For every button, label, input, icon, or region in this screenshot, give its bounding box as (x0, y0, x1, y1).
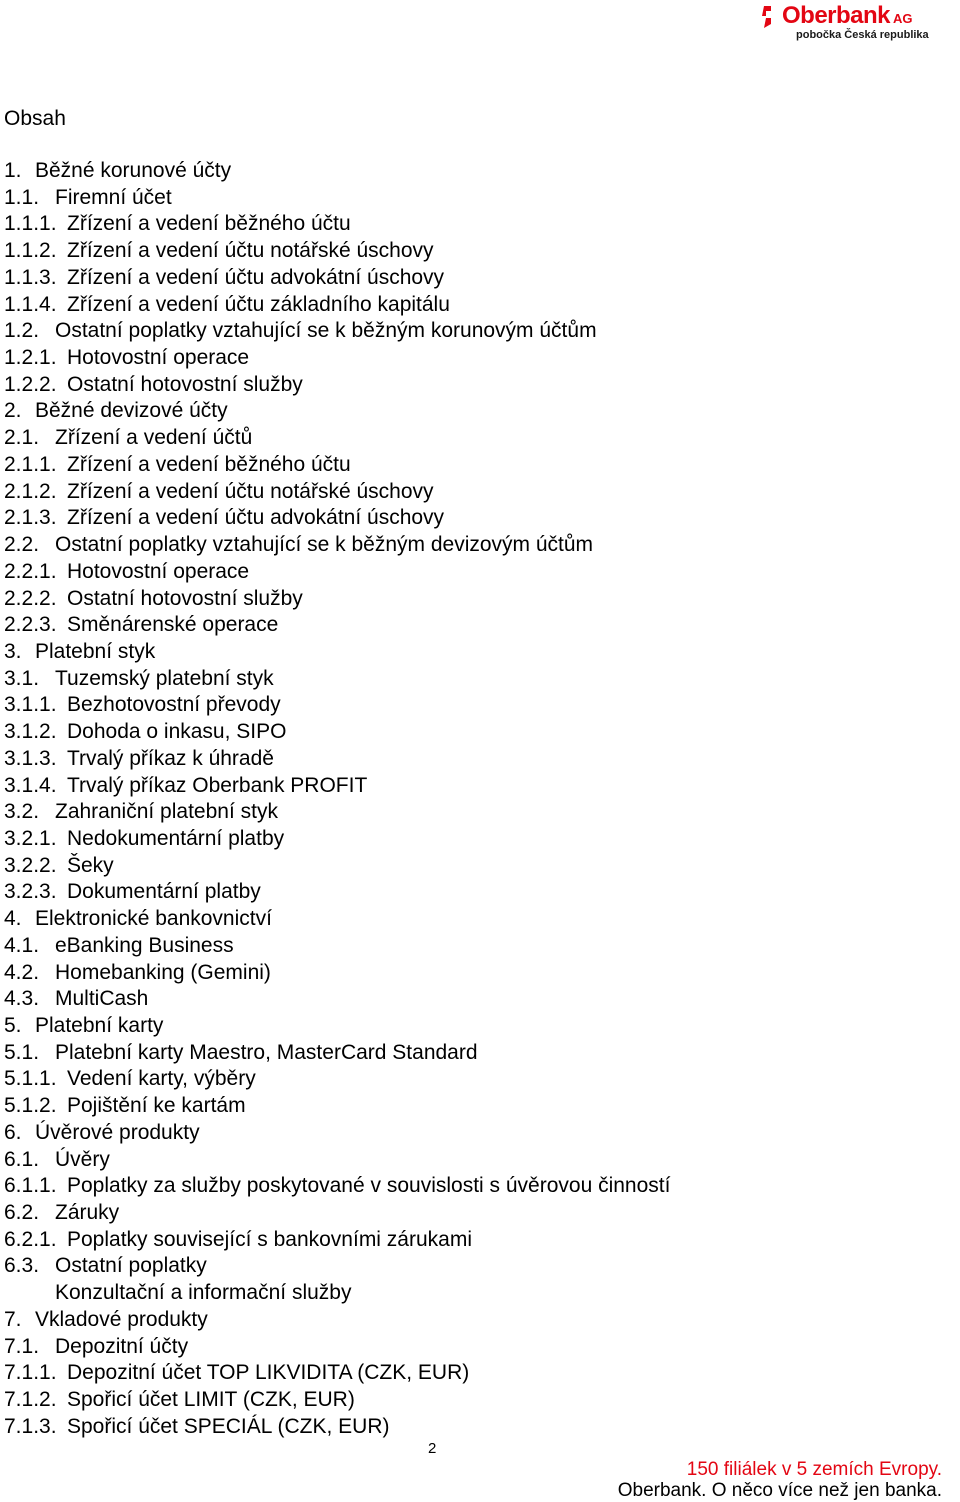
toc-entry (4, 1307, 670, 1334)
toc-entry (4, 986, 670, 1013)
toc-entry-number: 5.1.1. (4, 1067, 57, 1091)
brand-name-text: Oberbank (782, 2, 891, 29)
brand-name (782, 3, 913, 32)
footer-slogan-bank: Oberbank. O něco více než jen banka. (617, 1480, 942, 1501)
toc-entry-title: Ostatní poplatky vztahující se k běžným devizovým účtům (55, 533, 594, 557)
toc-entry-title: Zahraniční platební styk (55, 800, 278, 824)
toc-entry (4, 185, 670, 212)
toc-entry-number: 3. (4, 639, 22, 663)
toc-entry-title: Trvalý příkaz Oberbank PROFIT (67, 773, 368, 797)
table-of-contents (4, 158, 670, 1441)
toc-entry (4, 479, 670, 506)
toc-entry-title: Poplatky související s bankovními zárukami (67, 1227, 472, 1251)
toc-entry (4, 746, 670, 773)
toc-entry-title: Spořicí účet SPECIÁL (CZK, EUR) (67, 1414, 390, 1438)
toc-entry-number: 2.2.3. (4, 613, 57, 637)
toc-entry-number: 1.1.3. (4, 265, 57, 289)
toc-entry (4, 1147, 670, 1174)
toc-entry (4, 1360, 670, 1387)
toc-entry-number: 3.1. (4, 666, 40, 690)
toc-entry-title: Záruky (55, 1201, 120, 1225)
toc-entry-title: Vedení karty, výběry (67, 1067, 256, 1091)
toc-entry-number: 2.2. (4, 533, 40, 557)
toc-entry-number: 3.2.3. (4, 880, 57, 904)
toc-entry-number: 2.1. (4, 426, 40, 450)
toc-entry-number: 7.1.2. (4, 1388, 57, 1412)
toc-entry (4, 559, 670, 586)
toc-entry-title: Dohoda o inkasu, SIPO (67, 720, 287, 744)
toc-entry (4, 238, 670, 265)
toc-entry (4, 639, 670, 666)
toc-entry-title: Konzultační a informační služby (55, 1281, 352, 1305)
toc-entry-title: Zřízení a vedení účtu advokátní úschovy (67, 506, 445, 530)
toc-entry-title: Platební karty (35, 1014, 164, 1037)
toc-entry-number: 6.3. (4, 1254, 40, 1278)
toc-entry-title: Zřízení a vedení účtu notářské úschovy (67, 239, 434, 263)
toc-entry (4, 1173, 670, 1200)
toc-entry-number: 6. (4, 1120, 22, 1144)
toc-entry-title: Ostatní poplatky vztahující se k běžným korunovým účtům (55, 319, 597, 343)
toc-entry-title: Hotovostní operace (67, 559, 250, 583)
toc-entry-number: 7.1. (4, 1334, 40, 1358)
toc-entry-title: Poplatky za služby poskytované v souvislosti s úvěrovou činností (67, 1174, 671, 1198)
toc-entry-number: 4. (4, 907, 22, 931)
toc-entry-number: 1.1.2. (4, 239, 57, 263)
page-title: Obsah (4, 107, 66, 130)
toc-entry-title: Zřízení a vedení běžného účtu (67, 212, 351, 236)
toc-entry-number: 3.1.2. (4, 720, 57, 744)
toc-entry-title: Směnárenské operace (67, 613, 279, 637)
toc-entry (4, 318, 670, 345)
toc-entry (4, 1227, 670, 1254)
toc-entry-number: 6.1.1. (4, 1174, 57, 1198)
toc-entry (4, 425, 670, 452)
toc-entry (4, 398, 670, 425)
toc-entry (4, 1066, 670, 1093)
toc-entry-number: 3.2.2. (4, 853, 57, 877)
toc-entry (4, 666, 670, 693)
toc-entry (4, 933, 670, 960)
toc-entry-title: Depozitní účet TOP LIKVIDITA (CZK, EUR) (67, 1361, 470, 1385)
toc-entry (4, 1040, 670, 1067)
toc-entry-title: Úvěry (55, 1147, 110, 1171)
toc-entry (4, 532, 670, 559)
toc-entry-title: Úvěrové produkty (35, 1120, 200, 1144)
toc-entry (4, 211, 670, 238)
oberbank-logo-icon (760, 4, 782, 30)
toc-entry-number: 2. (4, 399, 22, 423)
toc-entry-number: 7.1.3. (4, 1414, 57, 1438)
toc-entry-number: 4.2. (4, 960, 40, 984)
toc-entry (4, 906, 670, 933)
toc-entry (4, 1280, 670, 1307)
toc-entry (4, 158, 670, 185)
toc-entry-number: 7. (4, 1307, 22, 1331)
toc-entry-number: 1.1.4. (4, 292, 57, 316)
toc-entry (4, 586, 670, 613)
toc-entry-number: 3.2.1. (4, 826, 57, 850)
toc-entry-number: 1.2.2. (4, 372, 57, 396)
toc-entry-number: 3.2. (4, 800, 40, 824)
toc-entry-number: 3.1.1. (4, 693, 57, 717)
toc-entry (4, 1387, 670, 1414)
toc-entry-title: Spořicí účet LIMIT (CZK, EUR) (67, 1388, 355, 1412)
toc-entry-number: 7.1.1. (4, 1361, 57, 1385)
toc-entry-title: Šeky (67, 853, 114, 877)
toc-entry (4, 1334, 670, 1361)
toc-entry-number: 4.3. (4, 987, 40, 1011)
toc-entry-title: Běžné korunové účty (35, 159, 232, 182)
toc-entry (4, 1253, 670, 1280)
toc-entry-number: 3.1.3. (4, 746, 57, 770)
oberbank-logo (760, 4, 960, 44)
toc-entry-title: Hotovostní operace (67, 346, 250, 370)
page-number: 2 (428, 1440, 437, 1457)
toc-entry-title: Zřízení a vedení běžného účtu (67, 452, 351, 476)
toc-entry (4, 1414, 670, 1441)
toc-entry (4, 853, 670, 880)
toc-entry-title: Platební styk (35, 639, 156, 663)
toc-entry-title: Dokumentární platby (67, 880, 261, 904)
toc-entry (4, 1200, 670, 1227)
toc-entry (4, 1093, 670, 1120)
toc-entry-number: 6.1. (4, 1147, 40, 1171)
toc-entry-number: 5.1. (4, 1040, 40, 1064)
toc-entry-title: Zřízení a vedení účtu základního kapitálu (67, 292, 450, 316)
footer-slogan-branches: 150 filiálek v 5 zemích Evropy. (686, 1459, 942, 1480)
toc-entry-number: 1.2. (4, 319, 40, 343)
toc-entry-number: 6.2.1. (4, 1227, 57, 1251)
toc-entry-title: Trvalý příkaz k úhradě (67, 746, 274, 770)
toc-entry-number: 5.1.2. (4, 1094, 57, 1118)
toc-entry-title: MultiCash (55, 987, 149, 1011)
toc-entry-title: Pojištění ke kartám (67, 1094, 246, 1118)
toc-entry-number: 1.2.1. (4, 346, 57, 370)
toc-entry (4, 505, 670, 532)
toc-entry-title: Depozitní účty (55, 1334, 189, 1358)
toc-entry-title: Tuzemský platební styk (55, 666, 274, 690)
toc-entry-number: 2.2.2. (4, 586, 57, 610)
toc-entry-number: 5. (4, 1014, 22, 1037)
toc-entry (4, 292, 670, 319)
toc-entry-number: 2.1.3. (4, 506, 57, 530)
toc-entry-title: Zřízení a vedení účtu advokátní úschovy (67, 265, 445, 289)
toc-entry-title: Ostatní poplatky (55, 1254, 207, 1278)
toc-entry-title: Nedokumentární platby (67, 826, 285, 850)
toc-entry (4, 1120, 670, 1147)
toc-entry-title: Ostatní hotovostní služby (67, 372, 303, 396)
toc-entry-title: Běžné devizové účty (35, 399, 228, 423)
brand-subtitle: pobočka Česká republika (796, 29, 929, 41)
brand-suffix: AG (893, 11, 913, 26)
toc-entry (4, 773, 670, 800)
toc-entry (4, 879, 670, 906)
toc-entry-number: 3.1.4. (4, 773, 57, 797)
toc-entry-title: Vkladové produkty (35, 1307, 208, 1331)
toc-entry-number: 2.1.2. (4, 479, 57, 503)
toc-entry-number: 1.1. (4, 185, 40, 209)
toc-entry-title: eBanking Business (55, 933, 234, 957)
toc-entry (4, 799, 670, 826)
toc-entry-title: Homebanking (Gemini) (55, 960, 271, 984)
toc-entry-number: 1. (4, 159, 22, 182)
toc-entry (4, 452, 670, 479)
toc-entry (4, 692, 670, 719)
toc-entry-number: 2.1.1. (4, 452, 57, 476)
toc-entry-number: 2.2.1. (4, 559, 57, 583)
toc-entry (4, 960, 670, 987)
toc-entry-number: 4.1. (4, 933, 40, 957)
toc-entry-number: 1.1.1. (4, 212, 57, 236)
toc-entry-title: Zřízení a vedení účtů (55, 426, 253, 450)
toc-entry (4, 1013, 670, 1040)
toc-entry-title: Platební karty Maestro, MasterCard Standard (55, 1040, 478, 1064)
toc-entry (4, 719, 670, 746)
toc-entry (4, 345, 670, 372)
toc-entry-number: 6.2. (4, 1201, 40, 1225)
toc-entry (4, 372, 670, 399)
toc-entry-title: Ostatní hotovostní služby (67, 586, 303, 610)
toc-entry-title: Elektronické bankovnictví (35, 907, 272, 931)
toc-entry (4, 265, 670, 292)
toc-entry-title: Bezhotovostní převody (67, 693, 281, 717)
toc-entry-title: Zřízení a vedení účtu notářské úschovy (67, 479, 434, 503)
toc-entry-title: Firemní účet (55, 185, 172, 209)
toc-entry (4, 612, 670, 639)
toc-entry (4, 826, 670, 853)
